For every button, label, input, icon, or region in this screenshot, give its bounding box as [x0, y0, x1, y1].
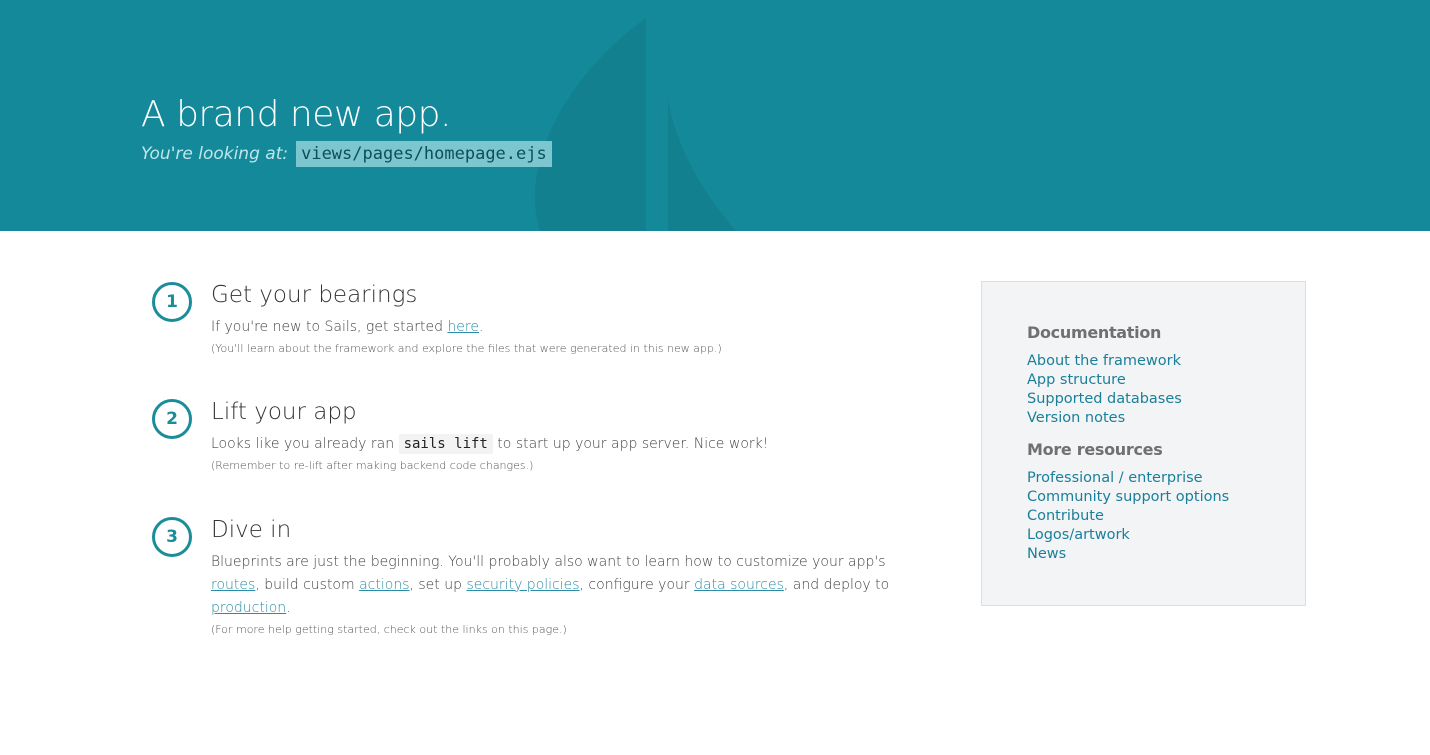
list-item [1027, 469, 1229, 488]
resources-sidebar [981, 281, 1306, 606]
step-number-badge: 1 [152, 282, 192, 322]
security-policies-link[interactable]: security policies [466, 577, 580, 593]
step-number-badge: 3 [152, 517, 192, 557]
step-text [211, 316, 931, 339]
step-text-part: . [286, 600, 291, 616]
list-item [1027, 352, 1229, 371]
community-support-link[interactable]: Community support options [1027, 489, 1230, 505]
list-item [1027, 371, 1229, 390]
news-link[interactable]: News [1027, 546, 1067, 562]
about-framework-link[interactable]: About the framework [1027, 353, 1181, 369]
page-title: A brand new app. [141, 94, 451, 135]
resources-links [1027, 469, 1229, 564]
hero-banner [0, 0, 1430, 231]
step-body [211, 517, 911, 636]
version-notes-link[interactable]: Version notes [1027, 410, 1126, 426]
list-item [1027, 409, 1229, 428]
step-text-part: , and deploy to [783, 577, 890, 593]
step-text-part: Looks like you already ran [211, 436, 399, 452]
step-title: Get your bearings [211, 282, 418, 308]
professional-enterprise-link[interactable]: Professional / enterprise [1027, 470, 1203, 486]
command-code: sails lift [399, 434, 493, 454]
step-text [211, 433, 931, 456]
list-item [1027, 488, 1229, 507]
more-resources-heading: More resources [1027, 440, 1163, 459]
step-body [211, 282, 931, 355]
list-item [1027, 390, 1229, 409]
step-title: Lift your app [211, 399, 357, 425]
step-note: (Remember to re-lift after making backend code changes.) [211, 459, 534, 472]
step-text-part: to start up your app server. Nice work! [492, 436, 769, 452]
step-note: (For more help getting started, check out the links on this page.) [211, 623, 567, 636]
step-text-part: . [479, 319, 484, 335]
step-text-part: , set up [409, 577, 467, 593]
file-path-code: views/pages/homepage.ejs [296, 141, 552, 167]
step-body [211, 399, 931, 472]
page-subtitle [141, 141, 552, 167]
routes-link[interactable]: routes [211, 577, 256, 593]
data-sources-link[interactable]: data sources [694, 577, 784, 593]
list-item [1027, 507, 1229, 526]
list-item [1027, 545, 1229, 564]
app-structure-link[interactable]: App structure [1027, 372, 1126, 388]
supported-databases-link[interactable]: Supported databases [1027, 391, 1182, 407]
step-note: (You'll learn about the framework and explore the files that were generated in this new app.) [211, 342, 722, 355]
production-link[interactable]: production [211, 600, 287, 616]
step-text-part: Blueprints are just the beginning. You'll probably also want to learn how to customize your app's [211, 554, 886, 570]
actions-link[interactable]: actions [359, 577, 410, 593]
step-text-part: , build custom [255, 577, 360, 593]
contribute-link[interactable]: Contribute [1027, 508, 1104, 524]
step-text [211, 551, 911, 620]
step-text-part: If you're new to Sails, get started [211, 319, 448, 335]
here-link[interactable]: here [447, 319, 479, 335]
logos-artwork-link[interactable]: Logos/artwork [1027, 527, 1130, 543]
documentation-links [1027, 352, 1229, 428]
step-title: Dive in [211, 517, 292, 543]
list-item [1027, 526, 1229, 545]
documentation-heading: Documentation [1027, 323, 1162, 342]
sidebar-content [1027, 322, 1229, 575]
step-number-badge: 2 [152, 399, 192, 439]
subtitle-label: You're looking at: [141, 144, 289, 164]
step-text-part: , configure your [579, 577, 695, 593]
